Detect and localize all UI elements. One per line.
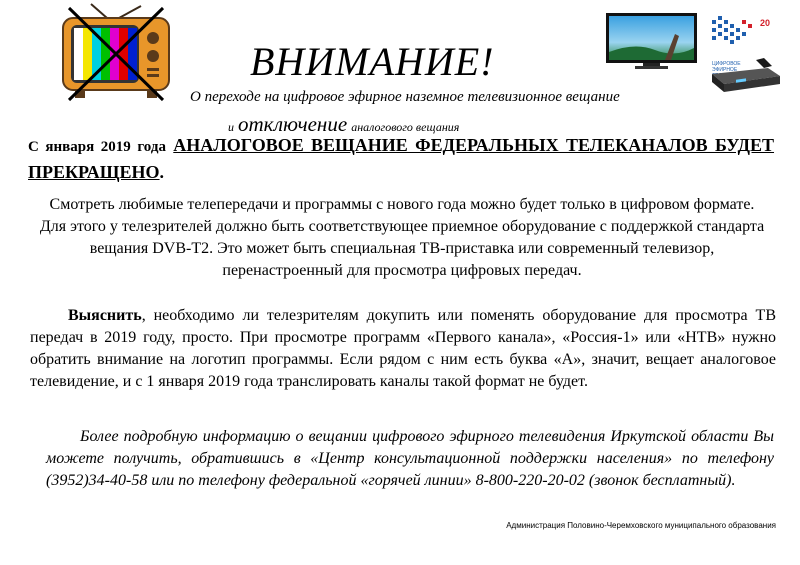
subtitle-emphasis: отключение <box>238 112 348 136</box>
paragraph-1-line-1: Смотреть любимые телепередачи и программы с нового года можно будет только в цифровом формате. <box>49 196 755 213</box>
headline-text: АНАЛОГОВОЕ ВЕЩАНИЕ ФЕДЕРАЛЬНЫХ ТЕЛЕКАНАЛОВ БУДЕТ ПРЕКРАЩЕНО <box>28 135 775 182</box>
headline <box>28 133 774 185</box>
paragraph-check-equipment <box>30 305 776 393</box>
set-top-box-photo <box>706 56 782 96</box>
paragraph-2-bold: Выяснить <box>68 307 142 324</box>
subtitle-and: и <box>228 120 234 134</box>
crossed-retro-tv-icon <box>55 2 177 104</box>
paragraph-1-line-2: Для этого у телезрителей должно быть соответствующее приемное оборудование с поддержкой стандарта вещания DVB-T2. Это может быть специальная ТВ-приставка или современный телевизор, перенастроенный для просмотра цифровых передач. <box>39 218 765 279</box>
page-title: ВНИМАНИЕ! <box>250 39 495 84</box>
subtitle-rest: аналогового вещания <box>351 120 460 134</box>
flat-tv-photo <box>605 12 698 70</box>
headline-lead: С января 2019 года <box>28 139 166 155</box>
headline-end: . <box>159 162 165 182</box>
signature: Администрация Половино-Черемховского муниципального образования <box>506 521 776 530</box>
logo-caption-2: ЭФИРНОЕ <box>712 67 738 73</box>
paragraph-digital-format <box>30 194 774 282</box>
logo-caption-1: ЦИФРОВОЕ <box>712 61 741 67</box>
paragraph-2-text: , необходимо ли телезрителям докупить или поменять оборудование для просмотра ТВ передач в 2019 году, просто. При просмотре программ «Первого канала», «Россия-1» или «НТВ» нужно обратить внимание на логотип программы. Если рядом с ним есть буква «А», значит, вещает аналоговое телевидение, и с 1 января 2019 года транслировать каналы такой формат не будет. <box>30 307 776 390</box>
subtitle-line-1: О переходе на цифровое эфирное наземное телевизионное вещание <box>190 89 620 105</box>
svg-text:20: 20 <box>760 18 771 28</box>
logo-dots-icon <box>708 12 780 56</box>
paragraph-contact-info: Более подробную информацию о вещании цифрового эфирного телевидения Иркутской области Вы можете получить, обратившись в «Центр консультационной поддержки населения» по телефону (3952)34-40-58 или по телефону федеральной «горячей линии» 8-800-220-20-02 (звонок бесплатный). <box>46 428 774 489</box>
